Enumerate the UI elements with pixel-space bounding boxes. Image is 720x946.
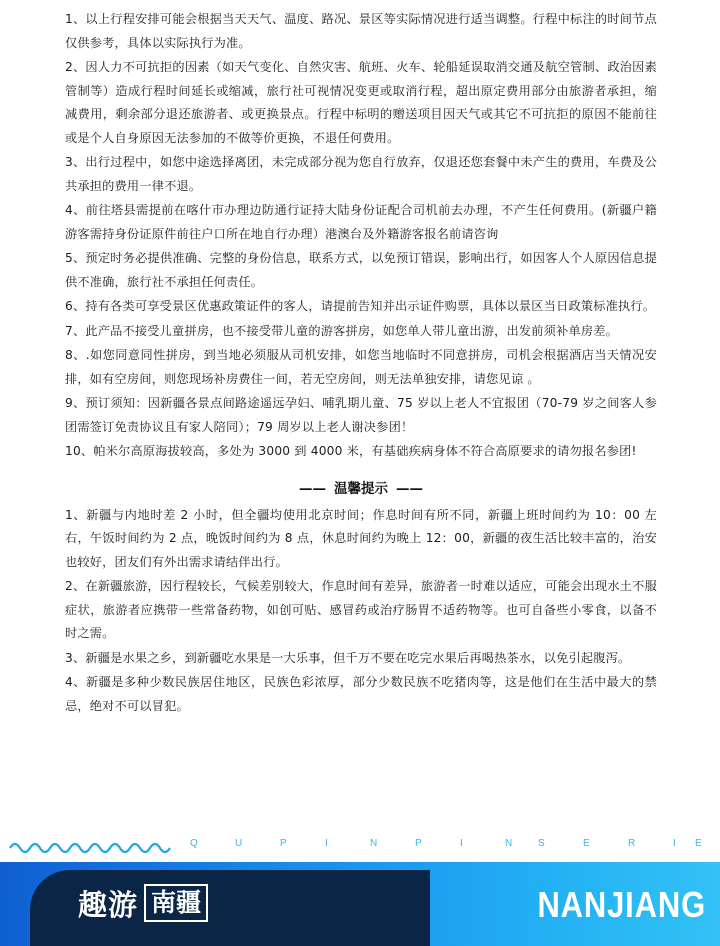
title-label: 温馨提示 (334, 480, 388, 497)
brand-english: NANJIANG (537, 884, 706, 925)
note-1: 1、以上行程安排可能会根据当天天气、温度、路况、景区等实际情况进行适当调整。行程中标注的时间节点仅供参考，具体以实际执行为准。 (65, 12, 657, 50)
series-letter: U (235, 838, 243, 849)
title-dash-left: —— (299, 480, 326, 497)
note-5: 5、预定时务必提供准确、完整的身份信息，联系方式，以免预订错误，影响出行，如因客人个人原因信息提供不准确，旅行社不承担任何责任。 (65, 251, 657, 289)
tip-1: 1、新疆与内地时差 2 小时，但全疆均使用北京时间；作息时间有所不同，新疆上班时间约为 10：00 左右，午饭时间约为 2 点，晚饭时间约为 8 点，休息时间约为晚上 12：00，新疆的夜生活比较丰富的，治安也较好，团友们有外出需求请结伴出行。 (65, 507, 657, 569)
series-letter: Q (190, 838, 198, 849)
series-letter: E (695, 838, 702, 849)
tip-4: 4、新疆是多种少数民族居住地区，民族色彩浓厚，部分少数民族不吃猪肉等，这是他们在生活中最大的禁忌，绝对不可以冒犯。 (65, 675, 657, 713)
logo-main-text: 趣游 (78, 887, 139, 922)
series-letter: I (673, 838, 676, 849)
series-letter: N (370, 838, 378, 849)
tip-2: 2、在新疆旅游，因行程较长，气候差别较大，作息时间有差异，旅游者一时难以适应，可能会出现水土不服症状，旅游者应携带一些常备药物，如创可贴、感冒药或治疗肠胃不适药物等。也可自备些小零食，以备不时之需。 (65, 579, 657, 640)
title-dash-right: —— (396, 480, 423, 497)
series-letter: N (505, 838, 513, 849)
wave-decoration-icon (8, 838, 178, 854)
note-8: 8、.如您同意同性拼房，到当地必须服从司机安排，如您当地临时不同意拼房，司机会根据酒店当天情况安排，如有空房间，则您现场补房费住一间，若无空房间，则无法单独安排，请您见谅 。 (65, 348, 657, 386)
series-letter: I (325, 838, 328, 849)
note-4: 4、前往塔县需提前在喀什市办理边防通行证持大陆身份证配合司机前去办理，不产生任何费用。(新疆户籍游客需持身份证原件前往户口所在地自行办理）港澳台及外籍游客报名前请咨询 (65, 203, 657, 241)
note-10: 10、帕米尔高原海拔较高，多处为 3000 到 4000 米，有基础疾病身体不符合高原要求的请勿报名参团! (65, 444, 637, 458)
series-letter: E (583, 838, 590, 849)
note-2: 2、因人力不可抗拒的因素（如天气变化、自然灾害、航班、火车、轮船延误取消交通及航空管制、政治因素管制等）造成行程时间延长或缩减，旅行社可视情况变更或取消行程，超出原定费用部分由旅游者承担，缩减费用，剩余部分退还旅游者、或更换景点。行程中标明的赠送项目因天气或其它不可抗拒的原因不能前往或是个人自身原因无法参加的不做等价更换，不退任何费用。 (65, 60, 657, 145)
note-9: 9、预订须知：因新疆各景点间路途遥远孕妇、哺乳期儿童、75 岁以上老人不宜报团（70-79 岁之间客人参 团需签订免责协议且有家人陪同）；79 周岁以上老人谢决参团！ (65, 396, 657, 434)
series-letter: P (280, 838, 287, 849)
note-3: 3、出行过程中，如您中途选择离团，未完成部分视为您自行放弃，仅退还您套餐中未产生的费用，车费及公共承担的费用一律不退。 (65, 155, 657, 193)
tip-3: 3、新疆是水果之乡，到新疆吃水果是一大乐事，但千万不要在吃完水果后再喝热茶水，以免引起腹泻。 (65, 650, 631, 665)
note-7: 7、此产品不接受儿童拼房，也不接受带儿童的游客拼房，如您单人带儿童出游，出发前须补单房差。 (65, 323, 619, 338)
series-letter: I (460, 838, 463, 849)
brand-banner (0, 862, 720, 946)
series-strip (0, 836, 720, 858)
series-letter: P (415, 838, 422, 849)
series-letter: S (538, 838, 545, 849)
series-letter: R (628, 838, 636, 849)
brand-logo (78, 882, 208, 924)
logo-box-text: 南疆 (144, 884, 208, 922)
tips-title (65, 478, 657, 500)
note-6: 6、持有各类可享受景区优惠政策证件的客人，请提前告知并出示证件购票，具体以景区当日政策标准执行。 (65, 299, 656, 313)
main-content (65, 8, 657, 719)
